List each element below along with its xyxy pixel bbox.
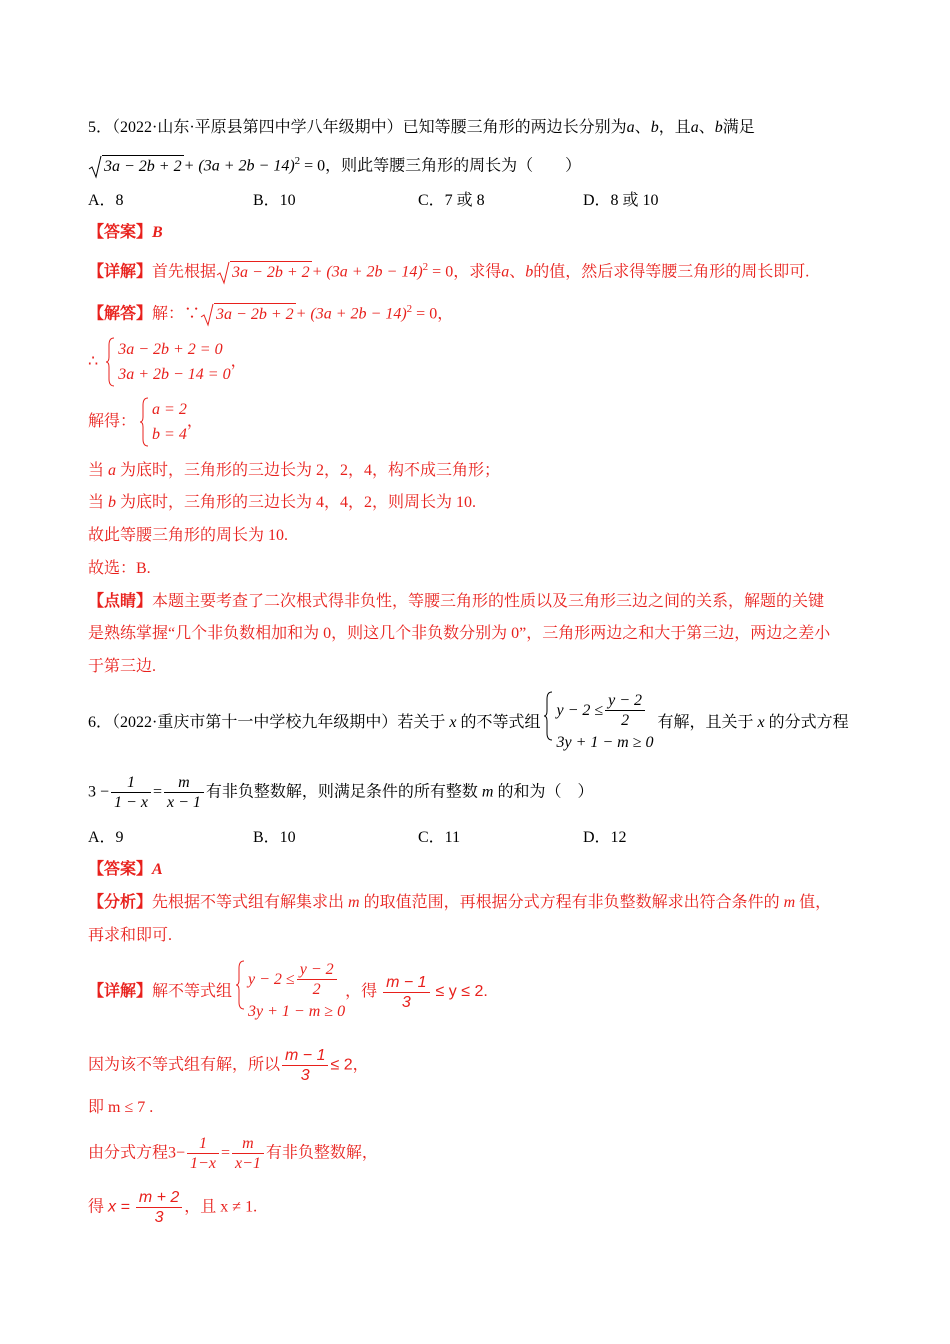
radicand: 3a − 2b + 2	[102, 155, 184, 178]
q6-stem-text-5: 有非负整数解，则满足条件的所有整数	[205, 783, 478, 801]
sqrt-expression	[200, 303, 296, 326]
q5-stem-text-3: 满足	[722, 119, 755, 136]
x-numerator: m + 2	[136, 1188, 182, 1208]
sep: 、	[698, 119, 715, 136]
comma: ，	[186, 413, 203, 430]
q6-stem-line-2	[88, 773, 593, 812]
radicand: 3a − 2b + 2	[230, 261, 312, 284]
case-post: 为底时，三角形的三边长为 4，4，2，则周长为 10.	[120, 494, 477, 511]
var-b: b	[108, 494, 117, 511]
q5-comment-3: 于第三边.	[88, 658, 157, 675]
solved-label: 解得：	[88, 413, 137, 430]
var-b: b	[525, 263, 534, 281]
var-a: a	[626, 119, 635, 136]
q5-choice: 故选：B.	[88, 560, 151, 577]
left-brace-icon	[236, 960, 245, 1010]
var-b: b	[650, 119, 659, 136]
detail-text-3: 的值，然后求得等腰三角形的周长即可.	[533, 263, 810, 281]
var-m: m	[783, 894, 796, 911]
analysis-text-3: 值，	[799, 894, 832, 911]
because-text-2: ≤ 2，	[330, 1056, 369, 1074]
q6-from-equation	[88, 1134, 378, 1173]
sqrt-expression	[88, 155, 184, 178]
q6-options	[88, 827, 627, 849]
range-inequality: ≤ y ≤ 2.	[435, 983, 488, 1000]
solve-text: 解：∵	[152, 305, 201, 323]
detail-text-2: ，得	[345, 983, 378, 1000]
case-pre: 当	[88, 462, 105, 479]
inequality-1-numerator: y − 2	[297, 960, 337, 980]
radical-sign-icon	[88, 155, 102, 179]
x-equals: x =	[108, 1198, 130, 1216]
fraction-2-numerator: m	[164, 773, 204, 793]
fraction-1-denominator: 1−x	[190, 1155, 216, 1172]
system-row-2: 3a + 2b − 14 = 0	[118, 366, 231, 383]
q5-option-d[interactable]: D．8 或 10	[583, 192, 659, 209]
q5-comment-2: 是熟练掌握“几个非负数相加和为 0，则这几个非负数分别为 0”，三角形两边之和大于第三边，两边之差小	[88, 625, 831, 642]
exponent: 2	[406, 303, 413, 315]
solution-row-2: b = 4	[152, 426, 187, 443]
equation-left: 3 −	[88, 783, 110, 801]
comment-tag: 【点睛】	[88, 593, 153, 610]
radicand: 3a − 2b + 2	[214, 303, 296, 326]
q5-system	[88, 337, 247, 387]
fraction-1-numerator: 1	[111, 773, 151, 793]
q5-stem-line-2	[88, 150, 581, 178]
q5-option-b[interactable]: B．10	[253, 192, 296, 209]
q5-detail	[88, 256, 809, 284]
eq-zero: = 0	[412, 305, 438, 323]
exponent: 2	[294, 155, 301, 167]
q6-option-c[interactable]: C．11	[418, 829, 461, 846]
inequality-1-numerator: y − 2	[605, 691, 645, 711]
q6-stem-text-4: 的分式方程	[768, 714, 849, 731]
sep: 、	[634, 119, 651, 136]
inequality-1-denominator: 2	[312, 981, 321, 998]
analysis-text: 先根据不等式组有解集求出	[152, 894, 345, 911]
answer-value: A	[152, 861, 163, 878]
fraction-1-numerator: 1	[187, 1134, 219, 1154]
var-x: x	[757, 714, 765, 731]
var-a: a	[108, 462, 117, 479]
q6-analysis-1	[88, 892, 831, 914]
q5-answer	[88, 222, 163, 244]
detail-text: 首先根据	[152, 263, 217, 281]
inequality-1-denominator: 2	[621, 712, 630, 729]
from-equation-text: 由分式方程	[88, 1144, 169, 1162]
q6-detail	[88, 960, 488, 1024]
var-a: a	[690, 119, 699, 136]
system-row-1: 3a − 2b + 2 = 0	[118, 341, 223, 358]
from-equation-text-2: 有非负整数解，	[265, 1144, 378, 1162]
answer-value: B	[152, 224, 163, 241]
detail-text: 解不等式组	[152, 983, 233, 1000]
eq-zero: = 0	[428, 263, 454, 281]
inequality-2: 3y + 1 − m ≥ 0	[248, 1003, 346, 1020]
detail-tag: 【详解】	[88, 983, 153, 1000]
left-brace-icon	[544, 691, 553, 741]
q5-options	[88, 190, 659, 212]
q6-stem-line-1	[88, 691, 849, 755]
range-numerator: m − 1	[282, 1046, 328, 1066]
fraction-2-denominator: x−1	[234, 1155, 261, 1172]
x-denominator: 3	[154, 1209, 164, 1226]
case-post: 为底时，三角形的三边长为 2，2，4，构不成三角形；	[120, 462, 501, 479]
q5-case-2	[88, 492, 476, 514]
equals-sign: =	[220, 1144, 230, 1162]
radical-sign-icon	[216, 261, 230, 285]
radical-sign-icon	[200, 303, 214, 327]
square-term: + (3a + 2b − 14)	[311, 263, 423, 281]
equals-sign: =	[152, 783, 162, 801]
q5-conclusion: 故此等腰三角形的周长为 10.	[88, 527, 289, 544]
comma: ，	[437, 305, 454, 323]
solve-tag: 【解答】	[88, 305, 153, 323]
because-text: 因为该不等式组有解，所以	[88, 1056, 281, 1074]
q5-comment-1	[88, 591, 824, 613]
q5-stem-text-4: ，则此等腰三角形的周长为（ ）	[325, 157, 582, 175]
var-m: m	[481, 783, 494, 801]
exponent: 2	[422, 261, 429, 273]
square-term: + (3a + 2b − 14)	[183, 157, 295, 175]
q6-stem-text-2: 的不等式组	[460, 714, 541, 731]
q5-stem-line-1	[88, 117, 755, 139]
detail-text-2: ，求得	[453, 263, 502, 281]
eq-zero: = 0	[300, 157, 326, 175]
q6-m-range: 即 m ≤ 7 .	[88, 1099, 154, 1116]
solution-row-1: a = 2	[152, 401, 187, 418]
solution-system	[140, 397, 187, 447]
fraction-1-denominator: 1 − x	[114, 794, 148, 811]
q6-option-b[interactable]: B．10	[253, 829, 296, 846]
q6-analysis-2: 再求和即可.	[88, 927, 173, 944]
q6-stem-text-3: 有解，且关于	[657, 714, 754, 731]
detail-tag: 【详解】	[88, 263, 153, 281]
q5-option-c[interactable]: C．7 或 8	[418, 192, 485, 209]
therefore-sign: ∴	[88, 353, 99, 370]
inequality-system	[544, 691, 653, 755]
case-pre: 当	[88, 494, 105, 511]
analysis-text-2: 的取值范围，再根据分式方程有非负整数解求出符合条件的	[363, 894, 780, 911]
q5-solve	[88, 298, 453, 326]
q5-case-1	[88, 460, 500, 482]
q6-option-a[interactable]: A．9	[88, 829, 124, 846]
var-m: m	[348, 894, 360, 911]
square-term: + (3a + 2b − 14)	[295, 305, 407, 323]
q5-stem-text-2: ，且	[658, 119, 691, 136]
q6-solution-x	[88, 1188, 257, 1227]
x-condition: ，且 x ≠ 1.	[184, 1198, 258, 1216]
sqrt-expression	[216, 261, 312, 284]
q5-stem-text: 5．（2022·山东·平原县第四中学八年级期中）已知等腰三角形的两边长分别为	[88, 119, 627, 136]
var-b: b	[714, 119, 723, 136]
q5-option-a[interactable]: A．8	[88, 192, 124, 209]
equation-left: 3−	[168, 1144, 186, 1162]
range-denominator: 3	[401, 993, 411, 1011]
equation-system	[106, 337, 230, 387]
inequality-1-left: y − 2 ≤	[248, 971, 295, 988]
var-a: a	[501, 263, 510, 281]
answer-tag: 【答案】	[88, 224, 153, 241]
analysis-tag: 【分析】	[88, 894, 153, 911]
fraction-2-denominator: x − 1	[166, 794, 201, 811]
q6-stem-text-6: 的和为（ ）	[497, 783, 594, 801]
var-x: x	[449, 714, 457, 731]
get-x-text: 得	[88, 1198, 105, 1216]
comma: ，	[230, 353, 247, 370]
q6-stem-text: 6．（2022·重庆市第十一中学校九年级期中）若关于	[88, 714, 446, 731]
inequality-system	[236, 960, 345, 1024]
inequality-1-left: y − 2 ≤	[556, 702, 604, 719]
comment-text: 本题主要考查了二次根式得非负性，等腰三角形的性质以及三角形三边之间的关系，解题的关键	[152, 593, 825, 610]
inequality-2: 3y + 1 − m ≥ 0	[556, 734, 654, 751]
range-denominator: 3	[300, 1067, 310, 1084]
q6-option-d[interactable]: D．12	[583, 829, 627, 846]
q5-solution	[88, 397, 203, 447]
sep: 、	[509, 263, 526, 281]
answer-tag: 【答案】	[88, 861, 153, 878]
range-numerator: m − 1	[383, 973, 429, 993]
left-brace-icon	[106, 337, 115, 387]
fraction-2-numerator: m	[232, 1134, 264, 1154]
q6-answer	[88, 859, 163, 881]
left-brace-icon	[140, 397, 149, 447]
q6-because	[88, 1046, 369, 1085]
